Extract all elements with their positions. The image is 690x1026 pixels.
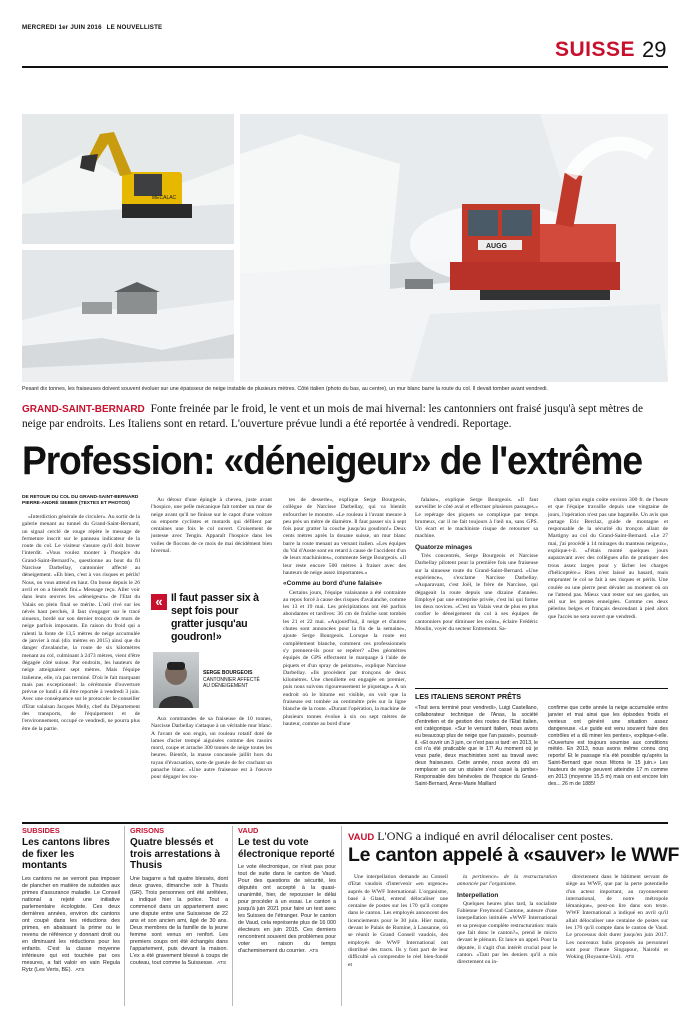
wwf-kicker: VAUD (348, 832, 375, 843)
subheading: Quatorze minages (415, 543, 473, 551)
wwf-text: Quelques heures plus tard, la socialiste Fabienne Freymond Cantone, auteure d'une interpellation intitulée «WWF International et sa presque complète restructuration: mais que fait donc le canton?», prend le micro devant le plénum. Et lance un appel. Pour la députée, il s'agit d'un intérêt crucial pour le canton. «Tant par les deniers qu'il a mis directement ou in- (457, 900, 557, 966)
wwf-text: la pertinence» de la restructuration annoncée par l'organisme. (457, 874, 557, 888)
article-col-2 (151, 497, 272, 589)
brief-signature: ATS (217, 960, 227, 966)
quote-name: SERGE BOURGEOIS (203, 670, 253, 676)
article-col-2b (151, 716, 272, 814)
sidebar-text: confirme que cette année la neige accumulée entre janvier et mai ainsi que les épisodes froids et venteux ont généré une situation assez dangereuse. «Le guide est venu souvent faire des contrôles et a dû miner les pentes», explique-t-elle. «Ouverture est toujours soumise aux conditions météo. En 2013, nous avons même connu cinq reports! Et le passage n'a été possible qu'après la Saint-Bernard que nous fêtons le 15 juin.» Les hauteurs de neige peuvent atteindre 17 m comme en 2013 (moyenne 15,5 m) mais on est encore loin des... 26 m de 1885! (548, 705, 668, 787)
article-text: Certains jours, l'équipe valaisanne a été contrainte au repos forcé à cause des risques d'avalanche, comme les 13 et 19 mai. Les précipitations ont été parfois abondantes et tardives: 36 cm de fraîche sont tombés les 21 et 22 mai. «Aujourd'hui, il neige et d'autres chutes sont annoncées pour la fin de la semaine», ajoute Serge Bourgeois. Lorsque la route est complètement blanche, comment ces professionnels s'y prennent-ils pour se repérer? «Des géomètres équipés de GPS effectuent le marquage à l'aide de piquets et d'un spray de peinture», explique Narcisse Darbellay. «Ils procèdent par tronçons de deux kilomètres. Une chenillette est engagée en premier, puis nous suivons rigoureusement le piquetage.» A un endroit où le bitume est visible, on voit que la fraiseuse est tombée au centimètre près sur la ligne blanche de la route. «Durant l'opération, la machine de plusieurs tonnes évolue à six ou sept mètres de hauteur, comme au bord d'une (283, 589, 406, 727)
wwf-col-3 (566, 874, 668, 1006)
quote-attribution (203, 670, 272, 706)
wwf-col-1 (348, 874, 448, 1006)
bottom-rule (22, 822, 668, 824)
lead-block (22, 402, 668, 436)
byline-author: PIERRE-ANDRÉ SIEBER (TEXTES ET PHOTOS) (22, 501, 130, 507)
article-text: Très concentrés, Serge Bourgeois et Narcisse Darbellay pilotent pour la première fois une fraiseuse sur la sinueuse route du Grand-Saint-Bernard. «Une expérience», s'exclame Narcisse Darbellay. «Auparavant, c'est Joël, le frère de Narcisse, qui dégageait la route depuis une dizaine d'années. Employé par une entreprise privée, c'est lui qui forme les deux novices. «C'est un Valais veut de plus en plus confier le déneigement du col à ses équipes de cantonniers pour diminuer les coûts», éclaire Frédéric Moulin, voyer du secteur Entremont. Sa- (415, 553, 538, 633)
article-col-3 (283, 497, 406, 814)
quote-role: AU DÉNEIGEMENT (203, 683, 249, 690)
subheading: «Comme au bord d'une falaise» (283, 580, 383, 588)
machine-label: MECALAC (152, 195, 177, 201)
brief-title: Quatre blessés et trois arrestations à Thusis (130, 837, 221, 871)
running-header (22, 24, 668, 36)
brief-kicker: SUBSIDES (22, 826, 60, 835)
wwf-signature: ATS (625, 955, 635, 961)
quote-role: CANTONNIER AFFECTÉ (203, 676, 260, 683)
brief-body: Le vote électronique, ce n'est pas pour tout de suite dans le canton de Vaud. Pour des questions de sécurité, les députés ont accepté à la quasi-unanimité, hier, de repousser le délai pour procéder à un essai. Le canton a jusqu'à juin 2021 pour faire un test avec les Suisses de l'étranger. Pour le canton de Vaud, cela représente plus de 16 000 électeurs en juin 2015. Ces derniers rencontrent souvent des problèmes pour voter en raison du temps d'acheminement du courrier. (238, 864, 336, 954)
byline-location: DE RETOUR DU COL DU GRAND-SAINT-BERNARD (22, 495, 139, 500)
wwf-text-body: directement dans le bâtiment servant de siège au WWF, que par la perte potentielle d'un acteur important, au rayonnement international, de notre métropole lémanique», peut-on lire dans son texte. WWF International a indiqué en avril qu'il allait délocaliser une centaine de postes sur les 170 qu'il compte dans le canton de Vaud. Le processus doit durer jusqu'en juin 2017. Les nouveaux hubs proposés au personnel sont pour l'heure Singapour, Nairobi et Woking (Royaume-Uni). (566, 874, 668, 961)
article-text: Aux commandes de sa fraiseuse de 10 tonnes, Narcisse Darbellay s'attaque à un véritable mur blanc. A l'avant de son engin, un rouleau rotatif doté de lames d'acier trempé aiguisées comme des rasoirs mord, coupe et arrache 300 tonnes de neige toutes les heures. Bientôt, la masse concassée jaillit hors du tuyau d'évacuation, sorte de gueule de fer crachant un panache blanc. «Une autre fraiseuse est à l'œuvre pour dégager les ros- (151, 716, 272, 781)
page-number: 29 (642, 37, 667, 62)
photo-caption: Pesant dix tonnes, les fraiseuses doivent souvent évoluer sur une épaisseur de neige instable de plusieurs mètres. Côté italien (photo du bas, au centre), un mur blanc barre la route du col. Il devait tomber avant vendredi. (22, 386, 548, 392)
brief-subsides (22, 826, 120, 1006)
brief-grisons (130, 826, 228, 1006)
newspaper-name: LE NOUVELLISTE (106, 24, 163, 31)
wwf-text: Une interpellation demande au Conseil d'Etat vaudois d'intervenir «en urgence» auprès de WWF International. L'organisme, basé à Gland, entend délocaliser une centaine de postes sur les 170 qu'il compte dans le canton. Les employés annoncent des licenciements pour le 30 juin. Hier matin, devant le Palais de Rumine, à Lausanne, où se réunit le Grand Conseil vaudois, des employés de WWF International ont distribué des tracts. Ils y font part de leur difficulté «à comprendre le réel bien-fondé et (348, 874, 448, 968)
photo-excavator (22, 114, 234, 244)
brief-body: Une bagarre a fait quatre blessés, dont deux graves, dimanche soir à Thusis (GR). Trois personnes ont été arrêtées, a indiqué hier la police. Tout a commencé dans un appartement avec une dispute entre une Suissesse de 22 ans et son ancien ami, âgé de 30 ans. Deux membres de la famille de la jeune femme sont venus en renfort. Les premiers coups ont été échangés dans l'appartement, puis devant la maison. L'ex a été gravement blessé à coups de couteau, tout comme la Suissesse. (130, 875, 228, 966)
sidebar-text: «Tout sera terminé pour vendredi», Luigi Castellano, collaborateur technique de l'Anas, la société d'entretien et de gestion des routes de l'Etat italien, est catégorique. «Sur le versant italien, nous avons eu beaucoup plus de neige que l'an passé», poursuit-il. «Et ouvrir un 3 juin, ce n'est pas si tard: en 2013, le col n'a été praticable que le 17! Au moment où je vous parle, deux machinistes sont au travail avec deux fraiseuses. Cette année, nous avons dû en remplacer un car un stulaire s'est cassé la jambe» Responsable des bénévoles de l'hospice du Grand-Saint-Bernard, Anne-Marie Maillard (415, 705, 538, 787)
wwf-kicker-line (348, 829, 668, 843)
wwf-headline: Le canton appelé à «sauver» le WWF (348, 844, 680, 866)
lead-text: Fonte freinée par le froid, le vent et un mois de mai hivernal: les cantonniers ont fraisé jusqu'à sept mètres de neige par endroits. Les Italiens sont en retard. L'ouverture prévue lundi a été reportée à vendredi. Reportage. (22, 403, 643, 430)
headline: Profession: «déneigeur» de l'extrême (22, 439, 642, 483)
lead-kicker: GRAND-SAINT-BERNARD (22, 404, 145, 415)
article-col-1 (22, 514, 140, 814)
byline (22, 495, 140, 511)
article-text: tes de desserte», explique Serge Bourgeois, collègue de Narcisse Darbellay, qui va bientôt enfourcher le monstre. «Le rouleau à l'avant mesure à peu près un mètre de diamètre. Il faut passer six à sept fois pour gratter la couche jusqu'au goudron!» Deux cents mètres après la douane suisse, un mur blanc barre la route menant au versant italien. «Les équipes du Val d'Aoste sont en retard à cause de l'accident d'un de leurs machinistes», commente Serge Bourgeois. «Il leur reste encore 500 mètres à fraiser avec des hauteurs de neige assez importantes.» (283, 497, 406, 576)
header-rule (22, 66, 668, 68)
brief-divider (124, 826, 125, 1006)
sidebar-col-b (548, 705, 668, 814)
brief-kicker: VAUD (238, 826, 259, 835)
machine-label: AUGG (486, 243, 507, 250)
brief-divider (341, 826, 342, 1006)
sidebar-box (415, 688, 668, 814)
quote-mark: « (151, 594, 167, 610)
sidebar-rule (415, 688, 668, 689)
article-col-5 (548, 497, 668, 685)
article-text: Au détour d'une épingle à cheveu, juste avant l'hospice, une pelle mécanique fait tomber un mur de neige avant qu'il ne finisse sur le capot d'une voiture ou emporte cyclistes et motards qui défilent par centaines une fois le col ouvert. Croisement de justesse avec Tengin. Apparaît l'hospice dans les voiles de flocons de ce mois de mai décidément bien hivernal. (151, 497, 272, 555)
brief-body-wrap (22, 876, 120, 1026)
article-col-4 (415, 497, 538, 685)
wwf-kicker-text: L'ONG a indiqué en avril délocaliser cent postes. (377, 829, 614, 843)
quote-text: Il faut passer six à sept fois pour gratter jusqu'au goudron!» (171, 592, 259, 643)
article-text: «Interdiction générale de circuler». Au sortir de la galerie menant au tunnel du Grand-Saint-Bernard, un signal cerclé de rouge répète le message de fermeture inscrit sur le panneau indicateur de la route du col. Le visiteur s'assure qu'il doit braver l'interdit. «Vous voulez monter à l'hospice du Grand-Saint-Bernard?», questionne au bout du fil Narcisse Darbellay, cantonnier affecté au déneigement. «Eh bien, c'est à vos risques et périls! Nous, on vous attend en haut. On bosse depuis le 26 avril et on a bientôt fini.» Message reçu. Aller voir dans leurs œuvres les «déneigeurs» de l'Etat du Valais en plein final se mérite. L'œil rivé sur les névés haut perchés, il faut s'engager sur le tracé sinueux, bordé sur son dernier tronçon de murs de neige parfois imposants. En raison du froid qui a ralenti la fonte de 13,5 mètres de neige accumulée de janvier à mai (dix mètres en 2015) ainsi que du danger d'avalanche, la route de six kilomètres menant au col, culminant à 2473 mètres, vient d'être dégagée côté suisse. Par endroits, les hauteurs de neige atteignaient sept mètres. Mais l'équipe italienne, elle, n'a pas terminé. D'où le fait marquant mais pas exceptionnel: la cérémonie d'ouverture prévue ce lundi a dû être reportée à vendredi 3 juin. Avec une conséquence sur le protocole: le conseiller d'Etat valaisan Jacques Melly, chef du Département des transports, de l'équipement et de l'environnement, occupé ce vendredi, ne pourra plus être de la partie. (22, 514, 140, 732)
issue-date: MERCREDI 1er JUIN 2016 (22, 24, 102, 31)
brief-body-wrap (130, 876, 228, 1026)
wwf-text (566, 874, 668, 962)
quote-portrait (153, 652, 199, 708)
brief-body: Les cantons ne se verront pas imposer de plancher en matière de subsides aux primes d'assurance maladie. Le Conseil national a rejeté une initiative parlementaire écologiste. Ces deux dernières années, environ dix cantons ont coupé dans les réductions des primes, en abaissant la prime ou le revenu de référence y donnant droit ou en diminuant les réductions pour les enfants. C'est la classe moyenne inférieure qui est touchée par ces mesures, a fait valoir en vain Regula Rytz (Les Verts, BE). (22, 875, 120, 973)
brief-signature: ATS (75, 967, 85, 973)
wwf-col-2 (457, 874, 557, 1006)
subheading: Interpellation (457, 891, 499, 899)
brief-body-wrap (238, 864, 336, 1014)
photo-hospice (22, 250, 234, 382)
section-title: SUISSE (554, 38, 635, 61)
article-text: falaise», explique Serge Bourgeois. «Il faut surveiller le côté aval et effectuer plusieurs passages.» Le repérage des piquets se complique par temps brumeux, car il ne fait toujours à l'œil nu, sans GPS. Un écart et le machiniste risque de retourner sa machine. (415, 497, 538, 540)
sidebar-title: LES ITALIENS SERONT PRÊTS (415, 692, 522, 701)
brief-title: Le test du vote électronique reporté (238, 837, 335, 860)
brief-title: Les cantons libres de fixer les montants (22, 837, 110, 871)
brief-vaud (238, 826, 336, 1006)
pull-quote (151, 592, 272, 710)
brief-divider (232, 826, 233, 1006)
brief-kicker: GRISONS (130, 826, 165, 835)
photo-snow-blower (240, 114, 668, 382)
brief-signature: ATS (309, 949, 319, 954)
sidebar-col-a (415, 705, 538, 814)
article-text: chant qu'un engin coûte environ 300 fr. de l'heure et que l'équipe travaille depuis une vingtaine de jours, l'opération n'est pas une bagatelle. Un avis que partage Eric Berclaz, guide de montagne et responsable de la sécurité du tronçon allant de Martigny au col du Grand-Saint-Bernard. «Le 27 mai, j'ai procédé à 14 minages du manteau neigeux», explique-t-il. «J'étais monté quelques jours auparavant avec des collègues afin de pratiquer des trous assez larges pour y lâcher les charges d'hélicoptère.» Rien n'est laissé au hasard, mais emprunter le col se fait à ses risques et périls. Une coulée ou une pierre peut dévaler au moment où on ne l'attend pas. Mieux vaut rester sur ses gardes, un œil sur les pentes enneigées. Comme ces deux pèlerins belges et français descendant à pied alors que l'accès ne sera ouvert que vendredi. (548, 497, 668, 620)
